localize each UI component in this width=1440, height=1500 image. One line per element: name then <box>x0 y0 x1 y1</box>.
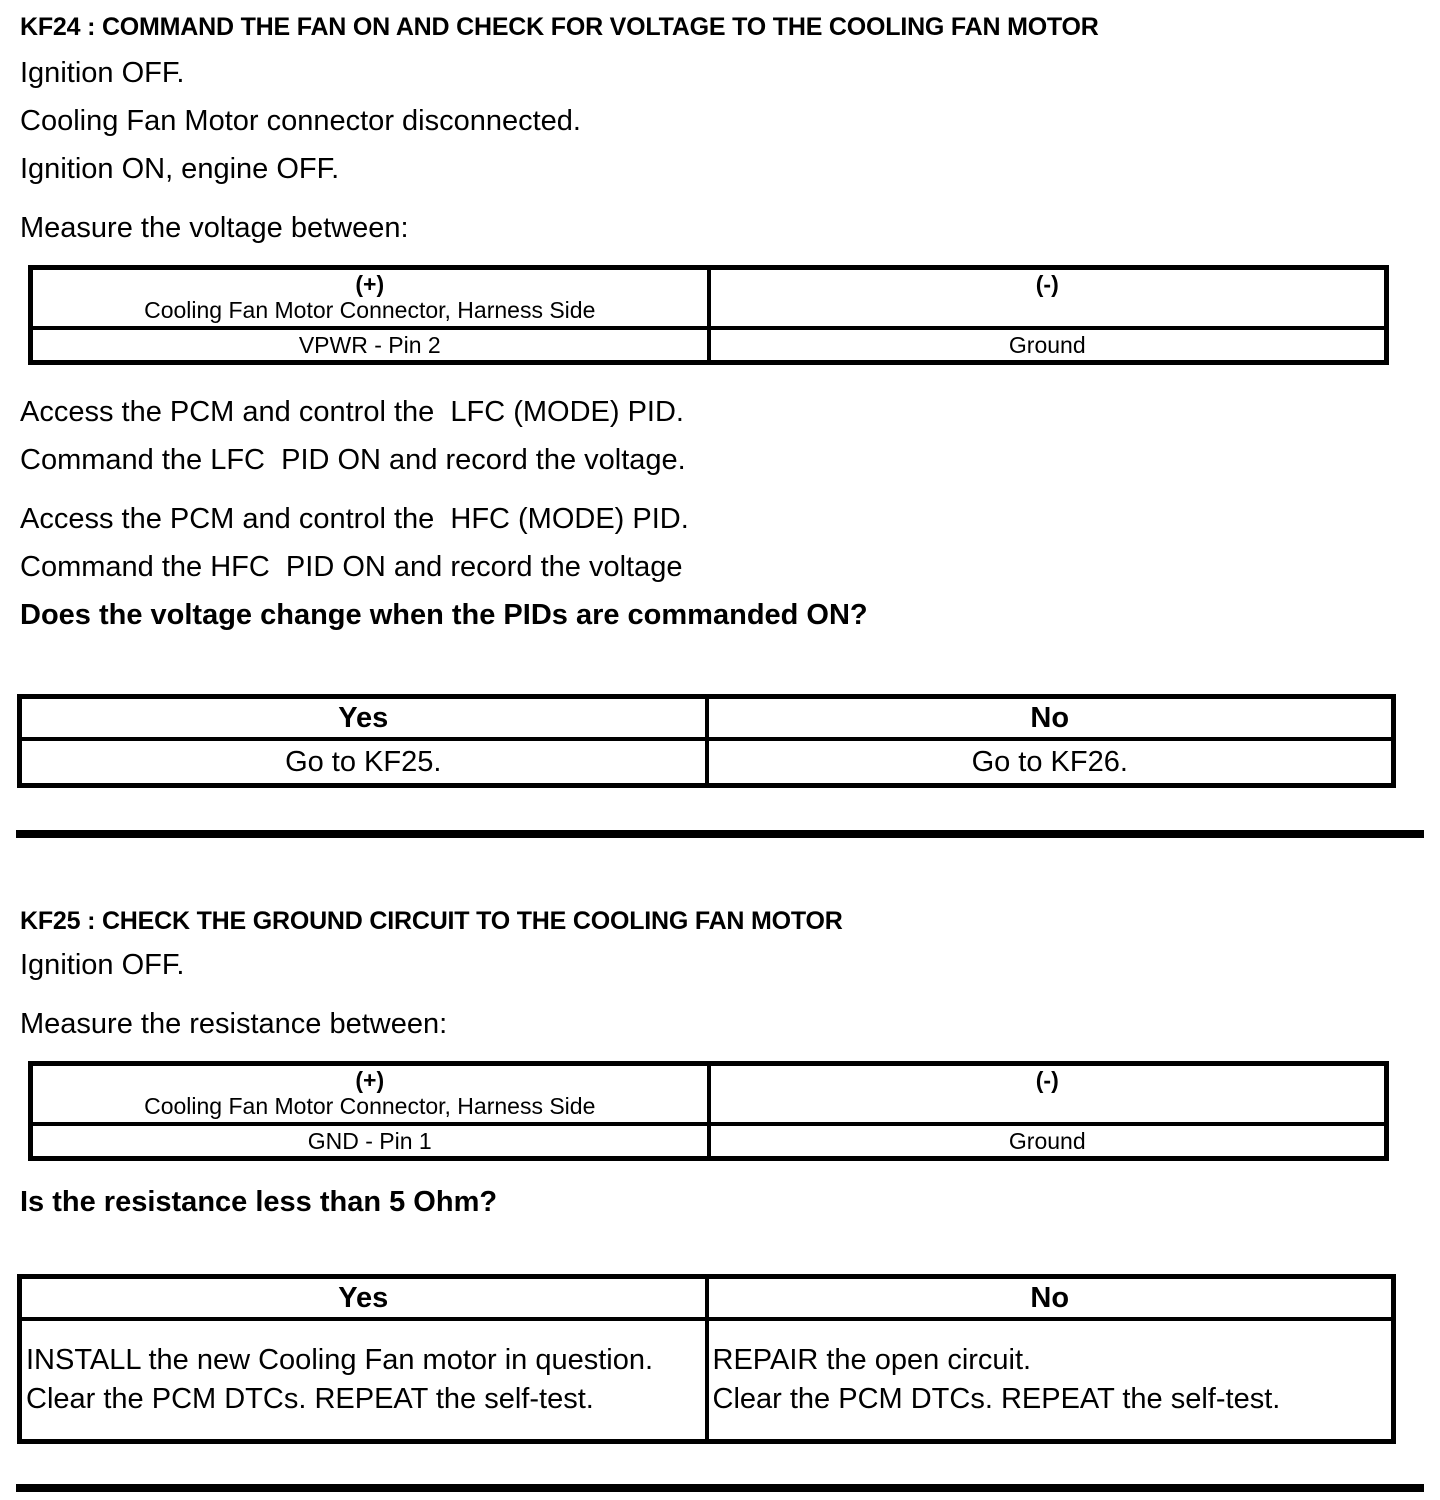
kf24-measure-positive-value: VPWR - Pin 2 <box>31 328 709 363</box>
kf25-question: Is the resistance less than 5 Ohm? <box>20 1186 498 1218</box>
kf25-step-ignition-off: Ignition OFF. <box>20 949 185 981</box>
kf24-no-action: Go to KF26. <box>707 739 1394 786</box>
kf25-no-action-line1: REPAIR the open circuit. <box>712 1344 1032 1376</box>
kf25-measure-header-row <box>31 1064 1387 1125</box>
kf24-measure-value-row <box>31 328 1387 363</box>
pinpoint-test-document <box>0 12 1440 1492</box>
kf25-decision-table <box>17 1274 1396 1444</box>
kf25-decision-header-row <box>20 1277 1394 1320</box>
kf24-step-connector-disconnected: Cooling Fan Motor connector disconnected. <box>20 105 581 137</box>
kf24-measure-positive-header <box>31 268 709 329</box>
kf24-measure-negative-header <box>709 268 1387 329</box>
kf25-measure-positive-header <box>31 1064 709 1125</box>
kf25-measure-negative-header <box>709 1064 1387 1125</box>
section-divider-rule <box>16 830 1424 838</box>
kf24-step-ignition-off: Ignition OFF. <box>20 57 185 89</box>
kf24-yes-header: Yes <box>20 697 707 740</box>
kf24-decision-action-row <box>20 739 1394 786</box>
kf24-yes-action: Go to KF25. <box>20 739 707 786</box>
kf24-heading: KF24 : COMMAND THE FAN ON AND CHECK FOR VOLTAGE TO THE COOLING FAN MOTOR <box>20 13 1099 41</box>
kf24-decision-header-row <box>20 697 1394 740</box>
kf24-step-command-hfc: Command the HFC PID ON and record the voltage <box>20 551 683 583</box>
kf24-step-ignition-on: Ignition ON, engine OFF. <box>20 153 340 185</box>
minus-sign-label: (-) <box>1035 271 1059 297</box>
kf24-step-command-lfc: Command the LFC PID ON and record the voltage. <box>20 444 686 476</box>
kf25-measure-table <box>28 1061 1389 1161</box>
kf25-measure-negative-value: Ground <box>709 1124 1387 1159</box>
kf25-yes-action <box>20 1319 707 1442</box>
kf25-no-header: No <box>707 1277 1394 1320</box>
kf24-step-access-hfc: Access the PCM and control the HFC (MODE) PID. <box>20 503 689 535</box>
kf24-decision-table <box>17 694 1396 788</box>
kf24-measure-negative-value: Ground <box>709 328 1387 363</box>
kf24-measure-header-row <box>31 268 1387 329</box>
kf25-no-action-line2: Clear the PCM DTCs. REPEAT the self-test. <box>712 1383 1281 1415</box>
kf25-yes-action-line2: Clear the PCM DTCs. REPEAT the self-test. <box>26 1383 594 1415</box>
kf24-measure-intro: Measure the voltage between: <box>20 212 409 244</box>
kf25-measure-intro: Measure the resistance between: <box>20 1008 448 1040</box>
plus-sign-label: (+) <box>355 271 385 297</box>
kf25-no-action <box>707 1319 1394 1442</box>
kf25-yes-action-line1: INSTALL the new Cooling Fan motor in question. <box>26 1344 654 1376</box>
kf25-measure-positive-value: GND - Pin 1 <box>31 1124 709 1159</box>
plus-sign-label: (+) <box>355 1067 385 1093</box>
kf24-question: Does the voltage change when the PIDs are commanded ON? <box>20 599 868 631</box>
kf25-decision-action-row <box>20 1319 1394 1442</box>
kf25-heading: KF25 : CHECK THE GROUND CIRCUIT TO THE COOLING FAN MOTOR <box>20 907 843 935</box>
kf24-step-access-lfc: Access the PCM and control the LFC (MODE) PID. <box>20 396 684 428</box>
kf25-measure-positive-subheader: Cooling Fan Motor Connector, Harness Side <box>144 1093 596 1119</box>
kf25-yes-header: Yes <box>20 1277 707 1320</box>
kf24-no-header: No <box>707 697 1394 740</box>
kf24-measure-table <box>28 265 1389 365</box>
page-bottom-rule <box>16 1484 1424 1492</box>
minus-sign-label: (-) <box>1035 1067 1059 1093</box>
kf25-measure-value-row <box>31 1124 1387 1159</box>
kf24-measure-positive-subheader: Cooling Fan Motor Connector, Harness Side <box>144 297 596 323</box>
